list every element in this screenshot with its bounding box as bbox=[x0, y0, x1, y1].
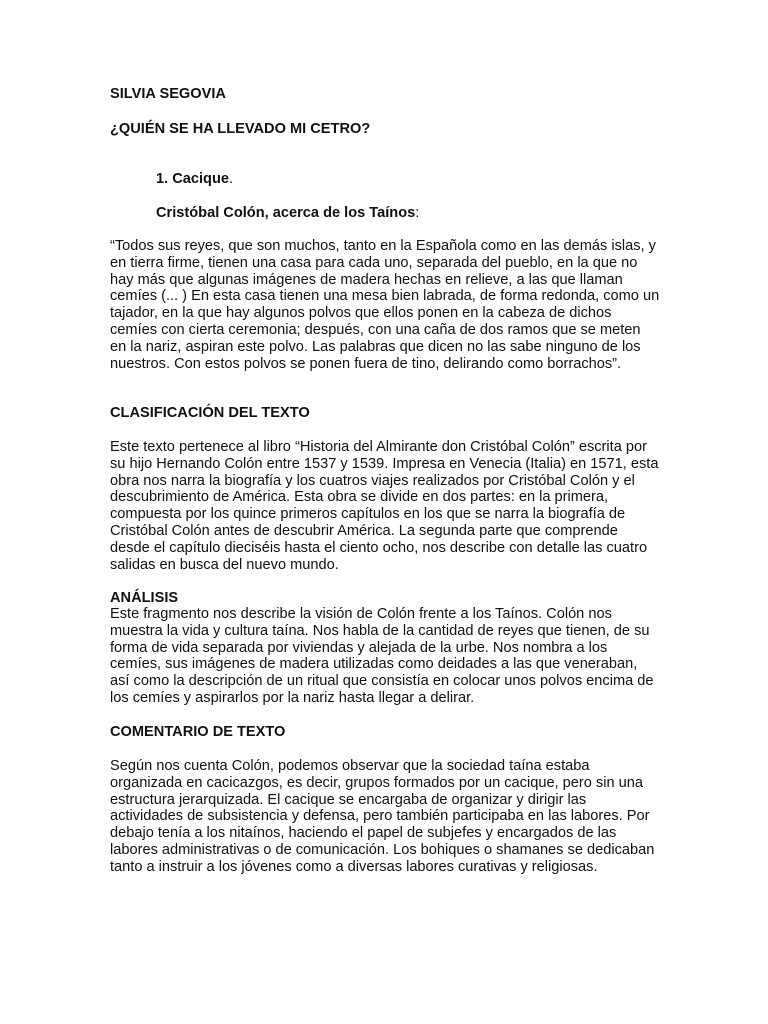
classification-paragraph: Este texto pertenece al libro “Historia del Almirante don Cristóbal Colón” escrita por su hijo Hernando Colón entre 1537 y 1539. Impresa en Venecia (Italia) en 1571, esta obra nos narra la biografía y los cuatros viajes realizados por Cristóbal Colón y el descubrimiento de América. Esta obra se divide en dos partes: en la primera, compuesta por los quince primeros capítulos en los que se narra la biografía de Cristóbal Colón antes de descubrir América. La segunda parte que comprende desde el capítulo dieciséis hasta el ciento ocho, nos describe con detalle las cuatro salidas en busca del nuevo mundo. bbox=[110, 439, 659, 573]
commentary-paragraph: Según nos cuenta Colón, podemos observar que la sociedad taína estaba organizada en cacicazgos, es decir, grupos formados por un cacique, pero sin una estructura jerarquizada. El cacique se encargaba de organizar y dirigir las actividades de subsistencia y defensa, pero también participaba en las labores. Por debajo tenía a los nitaínos, haciendo el papel de subjefes y encargados de las labores administrativas o de comunicación. Los bohiques o shamanes se dedicaban tanto a instruir a los jóvenes como a diversas labores curativas y religiosas. bbox=[110, 758, 655, 875]
quote-paragraph: “Todos sus reyes, que son muchos, tanto en la Española como en las demás islas, y en tierra firme, tienen una casa para cada uno, separada del pueblo, en la que no hay más que algunas imágenes de madera hechas en relieve, a las que llaman cemíes (... ) En esta casa tienen una mesa bien labrada, de forma redonda, como un tajador, en la que hay algunos polvos que ellos ponen en la cabeza de dichos cemíes con cierta ceremonia; después, con una caña de dos ramos que se meten en la nariz, aspiran este polvo. Las palabras que dicen no las sabe ninguno de los nuestros. Con estos polvos se ponen fuera de tino, delirando como borrachos”. bbox=[110, 238, 660, 372]
section-item-label: 1. Cacique bbox=[156, 171, 229, 187]
author-name: SILVIA SEGOVIA bbox=[110, 86, 226, 102]
section-item-suffix: . bbox=[229, 171, 234, 187]
classification-heading: CLASIFICACIÓN DEL TEXTO bbox=[110, 405, 310, 421]
document-title: ¿QUIÉN SE HA LLEVADO MI CETRO? bbox=[110, 121, 371, 137]
analysis-paragraph: Este fragmento nos describe la visión de Colón frente a los Taínos. Colón nos muestra la vida y cultura taína. Nos habla de la cantidad de reyes que tienen, de su forma de vida separada por viviendas y alejada de la urbe. Nos nombra a los cemíes, sus imágenes de madera utilizadas como deidades a las que veneraban, así como la descripción de un ritual que consistía en colocar unos polvos encima de los cemíes y aspirarlos por la nariz hasta llegar a delirar. bbox=[110, 606, 654, 706]
section-item bbox=[156, 171, 233, 188]
analysis-heading: ANÁLISIS bbox=[110, 590, 179, 606]
quote-heading-label: Cristóbal Colón, acerca de los Taínos bbox=[156, 205, 416, 221]
quote-heading-suffix: : bbox=[415, 205, 420, 221]
quote-heading bbox=[156, 205, 419, 222]
commentary-heading: COMENTARIO DE TEXTO bbox=[110, 724, 286, 740]
